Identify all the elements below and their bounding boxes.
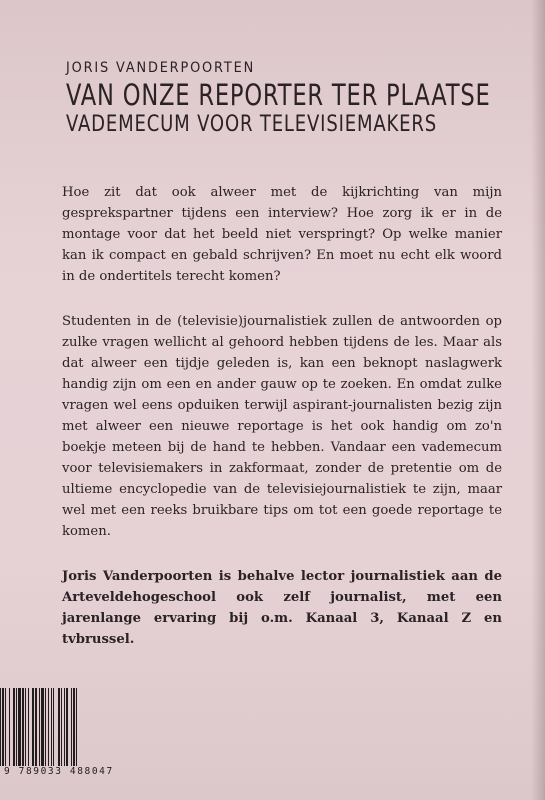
blurb-paragraph-1: Hoe zit dat ook alweer met de kijkrichting van mijn gesprekspartner tijdens een interview? Hoe zorg ik er in de montage voor dat het beeld niet verspringt? Op welke manier kan ik compact en gebald schrijven? En moet nu echt elk woord in de ondertitels terecht komen? [62, 185, 502, 284]
book-subtitle: VADEMECUM VOOR TELEVISIEMAKERS [66, 112, 437, 137]
isbn-number: 9 789033 488047 [4, 766, 114, 777]
barcode-area [0, 688, 146, 788]
blurb-paragraph-2: Studenten in de (televisie)journalistiek zullen de antwoorden op zulke vragen wellicht al gehoord hebben tijdens de les. Maar als dat alweer een tijdje geleden is, kan een beknopt naslagwerk handig zijn om een en ander gauw op te zoeken. En omdat zulke vragen wel eens opduiken terwijl aspirant-journalisten bezig zijn met alweer een nieuwe reportage is het ook handig om zo'n boekje meteen bij de hand te hebben. Vandaar een vademecum voor televisiemakers in zakformaat, zonder de pretentie om de ultieme encyclopedie van de televisiejournalistiek te zijn, maar wel met een reeks bruikbare tips om tot een goede reportage te komen. [62, 314, 502, 539]
author-bio: Joris Vanderpoorten is behalve lector journalistiek aan de Arteveldehogeschool ook zelf journalist, met een jarenlange ervaring bij o.m. Kanaal 3, Kanaal Z en tvbrussel. [62, 569, 502, 647]
author-name: JORIS VANDERPOORTEN [66, 60, 256, 76]
barcode-gap [77, 688, 79, 766]
book-title: VAN ONZE REPORTER TER PLAATSE [66, 78, 491, 112]
blurb-text [62, 182, 502, 674]
barcode-icon [0, 688, 140, 766]
cover-header [66, 60, 506, 139]
